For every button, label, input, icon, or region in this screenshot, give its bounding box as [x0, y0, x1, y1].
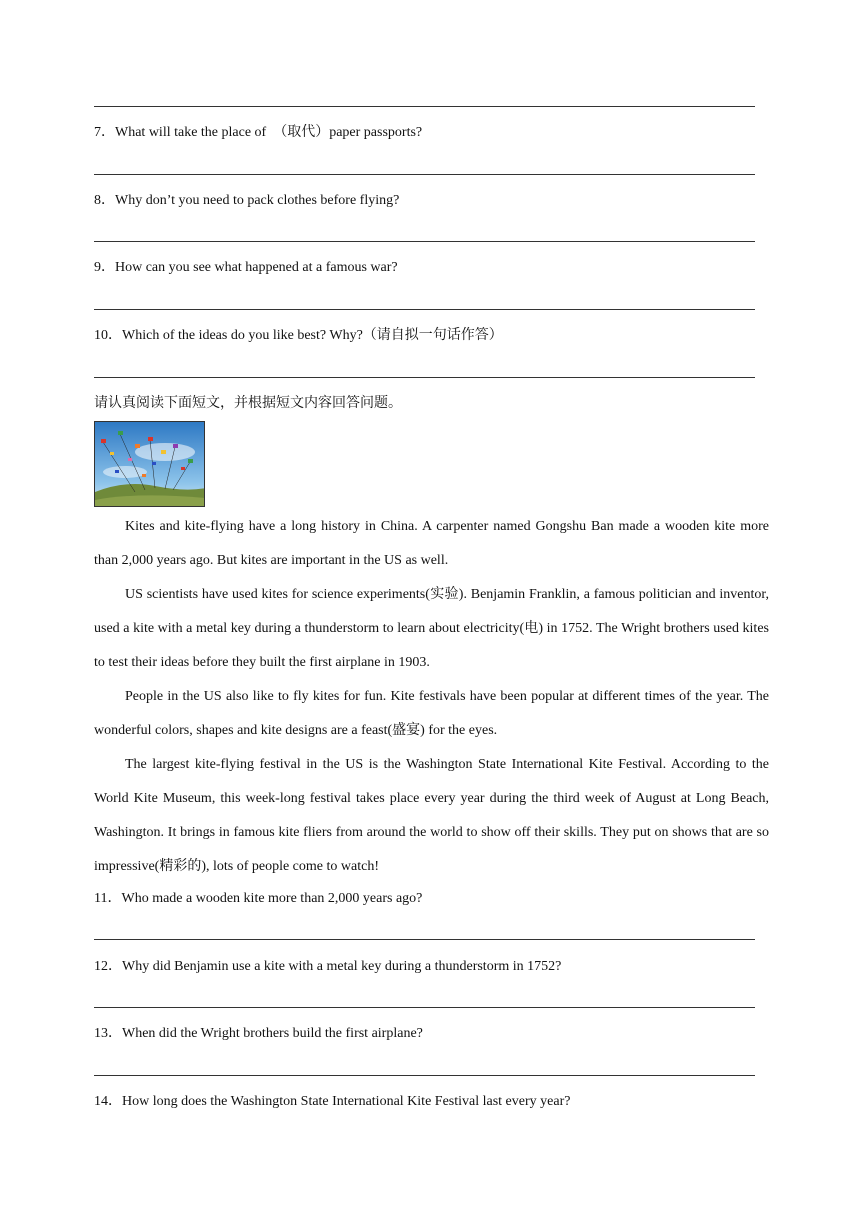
question-14: 14．How long does the Washington State International Kite Festival last every year? [94, 1094, 571, 1109]
answer-line[interactable] [94, 241, 755, 242]
passage-paragraph-2: US scientists have used kites for science experiments(实验). Benjamin Franklin, a famous politician and inventor, used a kite with a metal key during a thunderstorm to learn about electricity(电) in 1752. The Wright brothers used kites to test their ideas before they built the first airplane in 1903. [94, 587, 769, 670]
answer-line[interactable] [94, 939, 755, 940]
question-13: 13．When did the Wright brothers build the first airplane? [94, 1026, 423, 1041]
answer-line[interactable] [94, 174, 755, 175]
kite-photo [94, 421, 205, 507]
passage-paragraph-1: Kites and kite-flying have a long history in China. A carpenter named Gongshu Ban made a wooden kite more than 2,000 years ago. But kites are important in the US as well. [94, 519, 769, 568]
question-9: 9．How can you see what happened at a famous war? [94, 260, 398, 275]
question-10: 10．Which of the ideas do you like best? Why?（请自拟一句话作答） [94, 328, 503, 343]
question-12: 12．Why did Benjamin use a kite with a metal key during a thunderstorm in 1752? [94, 959, 562, 974]
question-8: 8．Why don’t you need to pack clothes before flying? [94, 193, 400, 208]
answer-line[interactable] [94, 377, 755, 378]
question-7: 7．What will take the place of （取代）paper passports? [94, 125, 423, 140]
answer-line[interactable] [94, 1007, 755, 1008]
answer-line[interactable] [94, 1075, 755, 1076]
reading-instruction: 请认真阅读下面短文，并根据短文内容回答问题。 [94, 396, 402, 411]
answer-line[interactable] [94, 309, 755, 310]
passage [94, 510, 769, 884]
passage-paragraph-4: The largest kite-flying festival in the US is the Washington State International Kite Festival. According to the World Kite Museum, this week-long festival takes place every year during the third week of August at Long Beach, Washington. It brings in famous kite fliers from around the world to show off their skills. They put on shows that are so impressive(精彩的), lots of people come to watch! [94, 757, 769, 874]
passage-paragraph-3: People in the US also like to fly kites for fun. Kite festivals have been popular at different times of the year. The wonderful colors, shapes and kite designs are a feast(盛宴) for the eyes. [94, 689, 769, 738]
answer-line[interactable] [94, 106, 755, 107]
question-11: 11．Who made a wooden kite more than 2,000 years ago? [94, 891, 423, 906]
kite-photo-image [95, 422, 205, 507]
